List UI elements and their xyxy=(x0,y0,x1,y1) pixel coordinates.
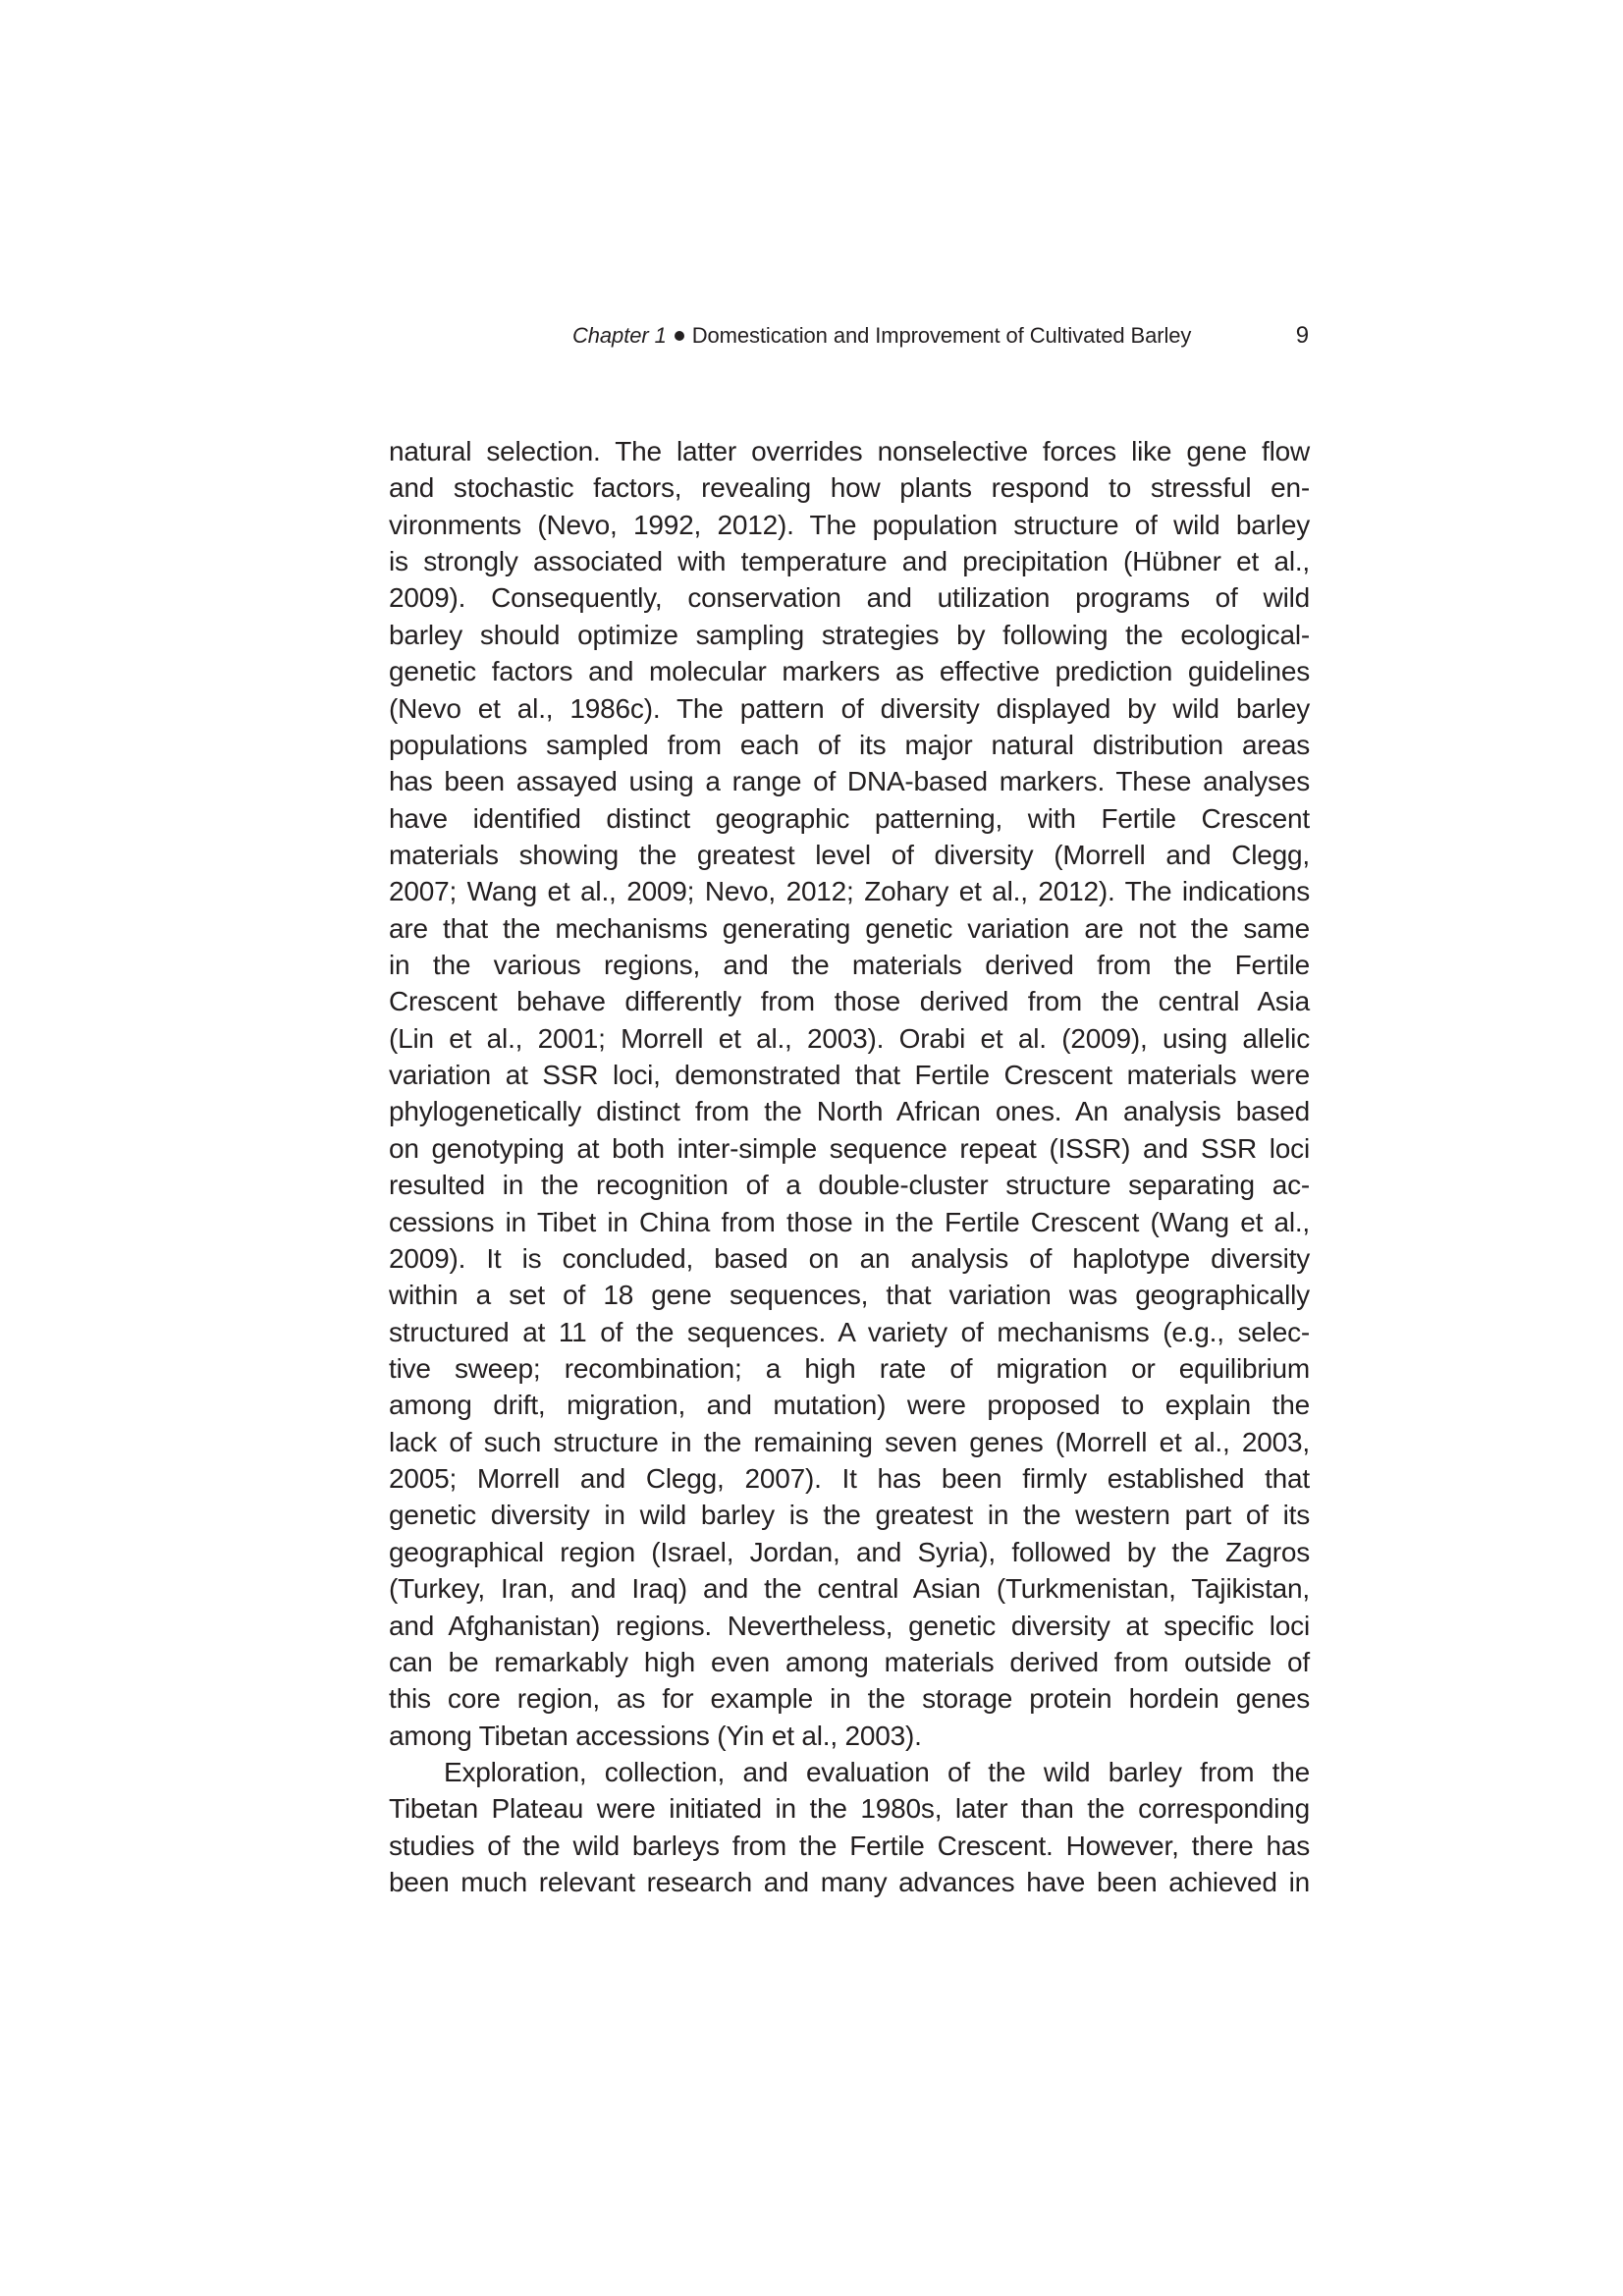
text-line: materials showing the greatest level of diversity (Morrell and Clegg, xyxy=(389,839,1310,870)
body-text xyxy=(389,433,1310,1900)
text-line: can be remarkably high even among materials derived from outside of xyxy=(389,1646,1310,1677)
chapter-title: Domestication and Improvement of Cultivated Barley xyxy=(691,323,1192,348)
text-line: on genotyping at both inter-simple sequence repeat (ISSR) and SSR loci xyxy=(389,1132,1310,1164)
text-line: 2009). It is concluded, based on an analysis of haplotype diversity xyxy=(389,1242,1310,1274)
text-line: resulted in the recognition of a double-cluster structure separating ac- xyxy=(389,1170,1310,1201)
text-line: (Lin et al., 2001; Morrell et al., 2003). Orabi et al. (2009), using allelic xyxy=(389,1022,1310,1054)
text-line: in the various regions, and the materials derived from the Fertile xyxy=(389,950,1310,981)
text-line: studies of the wild barleys from the Fertile Crescent. However, there has xyxy=(389,1830,1310,1861)
text-line: Crescent behave differently from those derived from the central Asia xyxy=(389,986,1310,1017)
text-line: are that the mechanisms generating genetic variation are not the same xyxy=(389,912,1310,944)
running-head xyxy=(572,321,1309,351)
text-line: 2007; Wang et al., 2009; Nevo, 2012; Zohary et al., 2012). The indications xyxy=(389,876,1310,907)
text-line: populations sampled from each of its major natural distribution areas xyxy=(389,729,1310,760)
text-line: geographical region (Israel, Jordan, and Syria), followed by the Zagros xyxy=(389,1536,1310,1567)
text-line: (Nevo et al., 1986c). The pattern of diversity displayed by wild barley xyxy=(389,692,1310,724)
text-line: variation at SSR loci, demonstrated that Fertile Crescent materials were xyxy=(389,1060,1310,1091)
text-line: have identified distinct geographic patterning, with Fertile Crescent xyxy=(389,802,1310,834)
text-line: this core region, as for example in the storage protein hordein genes xyxy=(389,1683,1310,1715)
text-line: has been assayed using a range of DNA-based markers. These analyses xyxy=(389,766,1310,797)
text-line: tive sweep; recombination; a high rate of migration or equilibrium xyxy=(389,1352,1310,1384)
text-line: and stochastic factors, revealing how plants respond to stressful en- xyxy=(389,472,1310,504)
text-line: cessions in Tibet in China from those in the Fertile Crescent (Wang et al., xyxy=(389,1206,1310,1237)
text-line: structured at 11 of the sequences. A variety of mechanisms (e.g., selec- xyxy=(389,1316,1310,1347)
text-line: genetic diversity in wild barley is the greatest in the western part of its xyxy=(389,1500,1310,1531)
text-line: vironments (Nevo, 1992, 2012). The population structure of wild barley xyxy=(389,509,1310,540)
text-line: and Afghanistan) regions. Nevertheless, genetic diversity at specific loci xyxy=(389,1610,1310,1641)
text-line: been much relevant research and many advances have been achieved in xyxy=(389,1867,1310,1898)
text-line: is strongly associated with temperature and precipitation (Hübner et al., xyxy=(389,546,1310,577)
text-line: natural selection. The latter overrides nonselective forces like gene flow xyxy=(389,436,1310,466)
text-line: Exploration, collection, and evaluation of the wild barley from the xyxy=(444,1756,1310,1787)
text-line: (Turkey, Iran, and Iraq) and the central Asian (Turkmenistan, Tajikistan, xyxy=(389,1573,1310,1605)
chapter-label: Chapter 1 xyxy=(572,323,667,348)
paragraph-1 xyxy=(389,433,1310,1754)
text-line: barley should optimize sampling strategies by following the ecological- xyxy=(389,619,1310,650)
page-number: 9 xyxy=(1295,322,1309,349)
text-line: lack of such structure in the remaining seven genes (Morrell et al., 2003, xyxy=(389,1426,1310,1457)
text-line: phylogenetically distinct from the North African ones. An analysis based xyxy=(389,1096,1310,1127)
text-line: among drift, migration, and mutation) were proposed to explain the xyxy=(389,1390,1310,1421)
text-line: Tibetan Plateau were initiated in the 1980s, later than the corresponding xyxy=(389,1793,1310,1825)
text-line: within a set of 18 gene sequences, that variation was geographically xyxy=(389,1280,1310,1311)
paragraph-2 xyxy=(389,1754,1310,1900)
text-line: 2009). Consequently, conservation and utilization programs of wild xyxy=(389,582,1310,614)
text-line: 2005; Morrell and Clegg, 2007). It has been firmly established that xyxy=(389,1463,1310,1495)
bullet-icon xyxy=(675,331,684,341)
text-line: genetic factors and molecular markers as effective prediction guidelines xyxy=(389,656,1310,687)
text-line: among Tibetan accessions (Yin et al., 2003). xyxy=(389,1720,922,1751)
